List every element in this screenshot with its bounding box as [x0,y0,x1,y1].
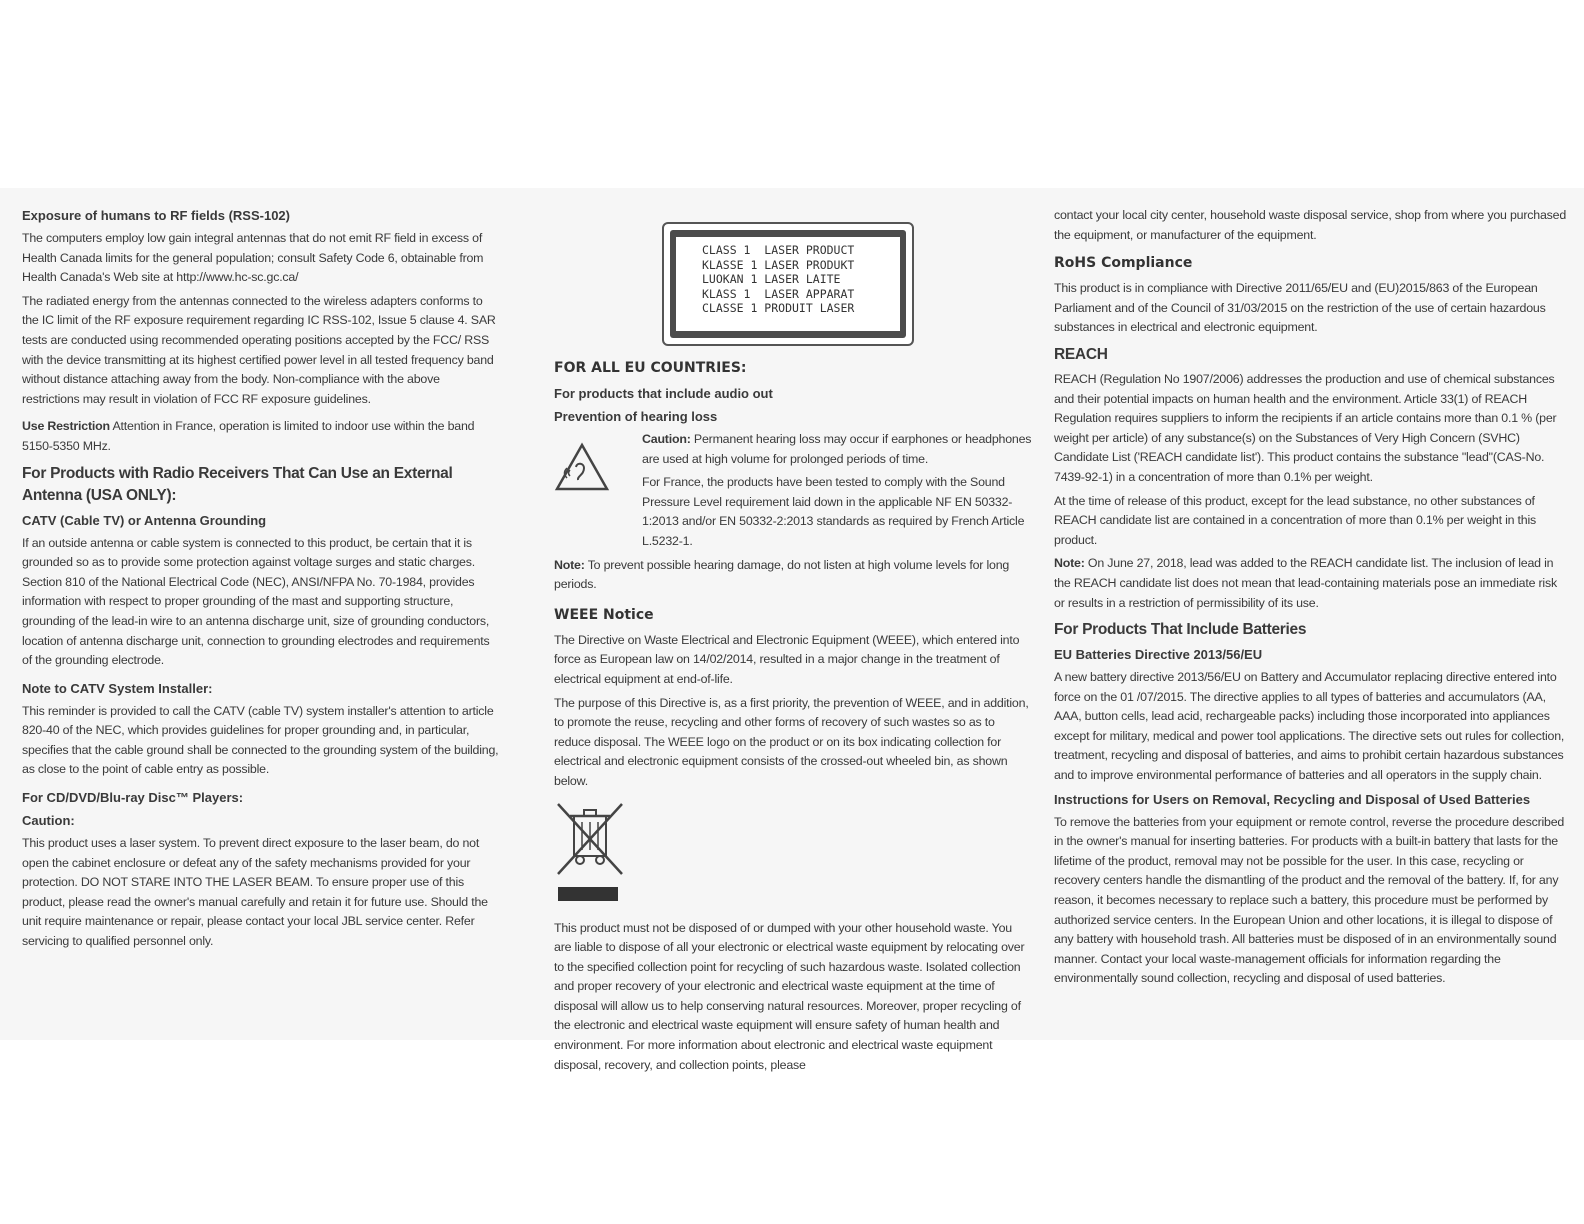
reach-note [1054,554,1566,613]
audio-out-heading: For products that include audio out [554,386,773,401]
reach-note-label: Note: [1054,556,1085,571]
catv-text: If an outside antenna or cable system is connected to this product, be certain that it is grounded so as to provide some protection against voltage surges and static charges. Section 810 of the National Electrical Code (NEC), ANSI/NFPA No. 70-1984, provides information with respect to proper grounding of the mast and supporting structure, grounding of the lead-in wire to an antenna discharge unit, size of grounding conductors, location of antenna discharge unit, connection to grounding electrodes and requirements of the grounding electrode. [22,535,490,668]
continued-text: contact your local city center, household waste disposal service, shop from where you purchased the equipment, or manufacturer of the equipment. [1054,208,1567,242]
reach-paragraph-2: At the time of release of this product, except for the lead substance, no other substances of REACH candidate list are contained in a concentration of more than 0.1% per weight in this product. [1054,493,1537,547]
caution-text: This product uses a laser system. To prevent direct exposure to the laser beam, do not open the cabinet enclosure or defeat any of the safety mechanisms provided for your protection. DO NOT STARE INTO THE LASER BEAM. To ensure proper use of this product, please read the owner's manual carefully and retain it for future use. Should the unit require maintenance or repair, please contact your local JBL service center. Refer servicing to qualified personnel only. [22,836,488,949]
instructions-text: To remove the batteries from your equipment or remote control, reverse the procedure described in the owner's manual for inserting batteries. For products with a built-in battery that lasts for the lifetime of the product, removal may not be possible for the user. In this case, recycling or recovery centers handle the dismantling of the product and the removal of the battery. If, for any reason, it becomes necessary to replace such a battery, this procedure must be performed by authorized service centers. In the European Union and other locations, it is illegal to dispose of any battery with household trash. All batteries must be disposed of in an environmentally sound manner. Contact your local waste-management officials for information regarding the environmentally sound collection, recycling and disposal of used batteries. [1054,814,1565,986]
weee-heading: WEEE Notice [554,606,654,623]
reach-note-text: On June 27, 2018, lead was added to the REACH candidate list. The inclusion of lead in the REACH candidate list does not mean that lead-containing materials pose an immediate risk or results in a restriction of permissibility of its use. [1054,556,1557,610]
hearing-caution-text: Permanent hearing loss may occur if earphones or headphones are used at high volume for prolonged periods of time. [642,432,1032,466]
hearing-note [554,556,1032,595]
weee-black-bar [558,887,618,901]
reach-paragraph-1: REACH (Regulation No 1907/2006) addresses the production and use of chemical substances and their potential impacts on human health and the environment. Article 33(1) of REACH Regulation requires suppliers to inform the recipients if an article contains more than 0.1 % (per weight per article) of any substance(s) on the Substances of Very High Concern (SVHC) Candidate List ('REACH candidate list'). This product contains the substance "lead"(CAS-No. 7439-92-1) in a concentration of more than 0.1% per weight. [1054,371,1557,484]
rohs-heading: RoHS Compliance [1054,255,1193,272]
france-text: For France, the products have been tested to comply with the Sound Pressure Level requirement laid down in the applicable NF EN 50332-1:2013 and/or EN 50332-2:2013 standards as required by French Article L.5232-1. [642,475,1025,548]
column-middle [554,206,1032,1079]
reach-heading: REACH [1054,345,1108,363]
rf-paragraph-1: The computers employ low gain integral antennas that do not emit RF field in excess of Health Canada limits for the general population; consult Safety Code 6, obtainable from Health Canada's Web site at http://www.hc-sc.gc.ca/ [22,231,484,285]
use-restriction-label: Use Restriction [22,419,110,434]
hearing-caution [642,430,1032,469]
eu-batteries-heading: EU Batteries Directive 2013/56/EU [1054,647,1263,663]
rohs-text: This product is in compliance with Directive 2011/65/EU and (EU)2015/863 of the European Parliament and of the Council of 31/03/2015 on the restriction of the use of certain hazardous substances in electrical and electronic equipment. [1054,281,1546,335]
weee-paragraph-2: The purpose of this Directive is, as a first priority, the prevention of WEEE, and in addition, to promote the reuse, recycling and other forms of recovery of such wastes so as to reduce disposal. The WEEE logo on the product or on its box indicating collection for electrical and electronic equipment consists of the crossed-out wheeled bin, as shown below. [554,695,1029,788]
batteries-heading: For Products That Include Batteries [1054,621,1307,639]
hearing-warning-icon [554,442,610,492]
hearing-caution-label: Caution: [642,432,691,446]
eu-batteries-text: A new battery directive 2013/56/EU on Battery and Accumulator replacing directive entered into force on the 01 /07/2015. The directive applies to all types of batteries and accumulators (AA, AAA, button cells, lead acid, rechargeable packs) including those incorporated into appliances except for military, medical and power tool applications. The directive sets out rules for collection, treatment, recycling and disposal of batteries, and aims to prohibit certain hazardous substances and to improve environmental performance of batteries and all operators in the supply chain. [1054,670,1565,783]
installer-heading: Note to CATV System Installer: [22,680,213,696]
installer-text: This reminder is provided to call the CATV (cable TV) system installer's attention to article 820-40 of the NEC, which provides guidelines for proper grounding and, in particular, specifies that the cable ground shall be connected to the grounding system of the building, as close to the point of cable entry as possible. [22,703,499,777]
hearing-note-text: To prevent possible hearing damage, do not listen at high volume levels for long periods. [554,557,1010,592]
catv-heading: CATV (Cable TV) or Antenna Grounding [22,512,267,528]
weee-paragraph-1: The Directive on Waste Electrical and Electronic Equipment (WEEE), which entered into force as European law on 14/02/2014, resulted in a major change in the treatment of electrical equipment at end-of-life. [554,632,1020,686]
hearing-loss-heading: Prevention of hearing loss [554,409,718,424]
use-restriction-text: Attention in France, operation is limited to indoor use within the band 5150-5350 MHz. [22,419,475,453]
radio-receivers-heading: For Products with Radio Receivers That Can Use an External Antenna (USA ONLY): [22,464,453,504]
weee-bin-icon [554,800,1032,883]
laser-label-text: CLASS 1 LASER PRODUCT KLASSE 1 LASER PRODUKT LUOKAN 1 LASER LAITE KLASS 1 LASER APPARAT CLASSE 1 PRODUIT LASER [676,237,900,331]
weee-paragraph-3: This product must not be disposed of or dumped with your other household waste. You are liable to dispose of all your electronic or electrical waste equipment by relocating over to the specified collection point for recycling of such hazardous waste. Isolated collection and proper recovery of your electronic and electrical waste equipment at the time of disposal will allow us to help conserving natural resources. Moreover, proper recycling of the electronic and electrical waste equipment will ensure safety of human health and environment. For more information about electronic and electrical waste equipment disposal, recovery, and collection points, please [554,920,1025,1072]
column-right [1054,206,1566,993]
use-restriction [22,417,500,456]
hearing-note-label: Note: [554,557,585,572]
players-heading: For CD/DVD/Blu-ray Disc™ Players: [22,790,244,806]
eu-countries-heading: FOR ALL EU COUNTRIES: [554,360,747,376]
caution-heading: Caution: [22,813,75,829]
rf-paragraph-2: The radiated energy from the antennas connected to the wireless adapters conforms to the IC limit of the RF exposure requirement regarding IC RSS-102, Issue 5 clause 4. SAR tests are conducted using recommended operating positions accepted by the FCC/ RSS with the device transmitting at its highest certified power level in all tested frequency band without distance attaching away from the body. Non-compliance with the above restrictions may result in violation of FCC RF exposure guidelines. [22,293,496,406]
column-left [22,206,500,956]
instructions-heading: Instructions for Users on Removal, Recycling and Disposal of Used Batteries [1054,791,1531,807]
rf-heading: Exposure of humans to RF fields (RSS-102) [22,208,290,223]
document-sheet [0,188,1584,1072]
laser-product-label [662,222,914,346]
hearing-section [554,430,1032,552]
